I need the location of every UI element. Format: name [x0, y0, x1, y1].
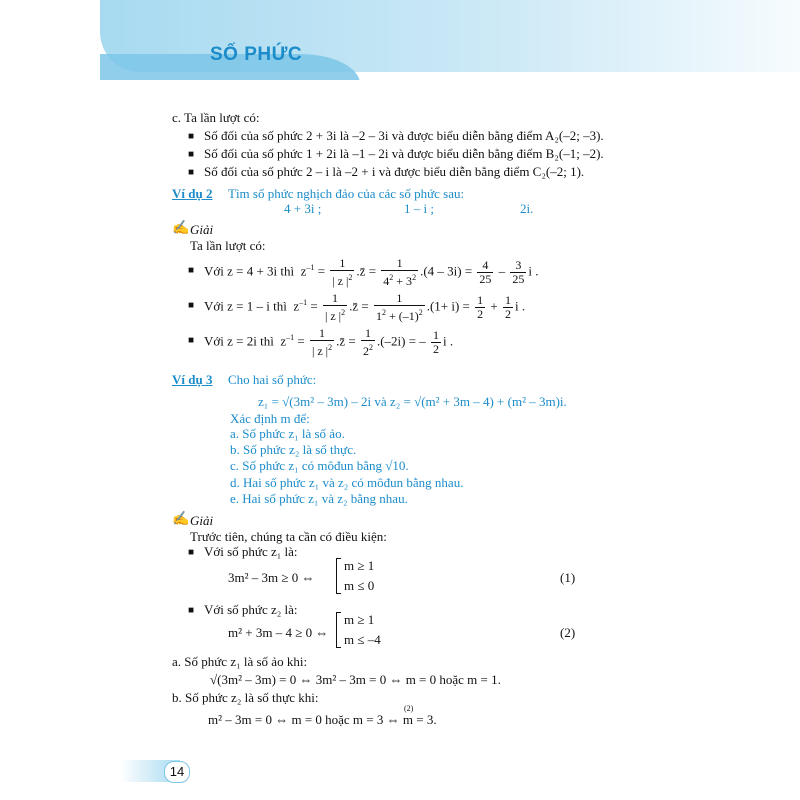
equivalence-mark: (2)	[404, 704, 414, 713]
condition-1-bottom: m ≤ 0	[344, 578, 375, 593]
chapter-title: SỐ PHỨC	[210, 44, 303, 65]
bullet-icon: ■	[188, 167, 195, 178]
header-banner	[100, 0, 800, 80]
condition-1-top: m ≥ 1	[344, 558, 375, 573]
example3-task-item: c. Số phức z₁ có môđun bằng √10.	[230, 458, 409, 473]
formula-condition: Với z = 4 + 3i thì	[204, 263, 295, 279]
bullet-icon: ■	[188, 605, 195, 616]
bullet-icon: ■	[188, 335, 195, 346]
bracket	[336, 558, 341, 594]
example3-definition: z₁ = √(3m² – 3m) – 2i và z₂ = √(m² + 3m – 4) + (m² – 3m)i.	[258, 394, 567, 409]
equation-number: (2)	[560, 625, 576, 640]
part-b-heading: b. Số phức z₂ là số thực khi:	[172, 690, 319, 705]
part-c-item: Số đối của số phức 2 – i là –2 + i và được biểu diễn bằng điểm C₂(–2; 1).	[204, 164, 585, 179]
part-b-equation: m² – 3m = 0 ⇔ m = 0 hoặc m = 3 ⇔ m = 3.	[208, 712, 437, 727]
solution-label: Giải	[190, 222, 214, 237]
condition-2-top: m ≥ 1	[344, 612, 375, 627]
condition-2-label: Với số phức z₂ là:	[204, 602, 298, 617]
part-a-heading: a. Số phức z₁ là số ảo khi:	[172, 654, 308, 669]
formula-condition: Với z = 1 – i thì	[204, 298, 287, 314]
example3-task-item: a. Số phức z₁ là số ảo.	[230, 426, 345, 441]
condition-1-lhs: 3m² – 3m ≥ 0 ⇔	[228, 570, 315, 585]
pencil-icon: ✍	[172, 221, 190, 236]
example2-prompt: Tìm số phức nghịch đảo của các số phức sau:	[228, 186, 465, 201]
example2-option: 2i.	[520, 201, 534, 216]
part-c-item: Số đối của số phức 1 + 2i là –1 – 2i và được biểu diễn bằng điểm B₂(–1; –2).	[204, 146, 604, 161]
formula-line-1: Với z = 4 + 3i thì $z^{-1}$ = $\frac{1}{| z |^2}$ .z̄ = $\frac{1}{4^2 + 3^2}$ .(4 – 3i) = $\frac{4}{25}$ – $\frac{3}{25}$ i .	[204, 255, 539, 288]
part-c-intro: c. Ta lần lượt có:	[172, 110, 260, 125]
formula-line-2: Với z = 1 – i thì $z^{-1}$ = $\frac{1}{| z |^2}$ .z̄ = $\frac{1}{1^2 + (-1)^2}$ .(1+ i) = $\frac{1}{2}$ + $\frac{1}{2}$ i .	[204, 290, 526, 323]
example3-prompt: Cho hai số phức:	[228, 372, 317, 387]
pencil-icon: ✍	[172, 512, 190, 527]
condition-1-label: Với số phức z₁ là:	[204, 544, 298, 559]
condition-2-bottom: m ≤ –4	[344, 632, 381, 647]
example2-option: 4 + 3i ;	[284, 201, 322, 216]
bullet-icon: ■	[188, 149, 195, 160]
example2-option: 1 – i ;	[404, 201, 434, 216]
equation-number: (1)	[560, 570, 576, 585]
bracket	[336, 612, 341, 648]
bullet-icon: ■	[188, 547, 195, 558]
part-c-item: Số đối của số phức 2 + 3i là –2 – 3i và được biểu diễn bằng điểm A₂(–2; –3).	[204, 128, 604, 143]
example2-label: Ví dụ 2	[172, 186, 213, 201]
example3-task-item: e. Hai số phức z₁ và z₂ bằng nhau.	[230, 491, 408, 506]
solution-intro: Trước tiên, chúng ta cần có điều kiện:	[190, 529, 387, 544]
example2-intro: Ta lần lượt có:	[190, 238, 266, 253]
example3-label: Ví dụ 3	[172, 372, 213, 387]
condition-2-lhs: m² + 3m – 4 ≥ 0 ⇔	[228, 625, 329, 640]
example3-task-item: d. Hai số phức z₁ và z₂ có môđun bằng nhau.	[230, 475, 464, 490]
part-a-equation: √(3m² – 3m) = 0 ⇔ 3m² – 3m = 0 ⇔ m = 0 hoặc m = 1.	[210, 672, 501, 687]
solution-label: Giải	[190, 513, 214, 528]
formula-condition: Với z = 2i thì	[204, 333, 274, 349]
page-number: 14	[164, 761, 190, 783]
example3-task: Xác định m để:	[230, 411, 310, 426]
example3-task-item: b. Số phức z₂ là số thực.	[230, 442, 357, 457]
formula-line-3: Với z = 2i thì $z^{-1}$ = $\frac{1}{| z |^2}$ .z̄ = $\frac{1}{2^2}$ .(–2i) = – $\frac{1}{2}$ i .	[204, 325, 454, 358]
bullet-icon: ■	[188, 265, 195, 276]
bullet-icon: ■	[188, 300, 195, 311]
bullet-icon: ■	[188, 131, 195, 142]
